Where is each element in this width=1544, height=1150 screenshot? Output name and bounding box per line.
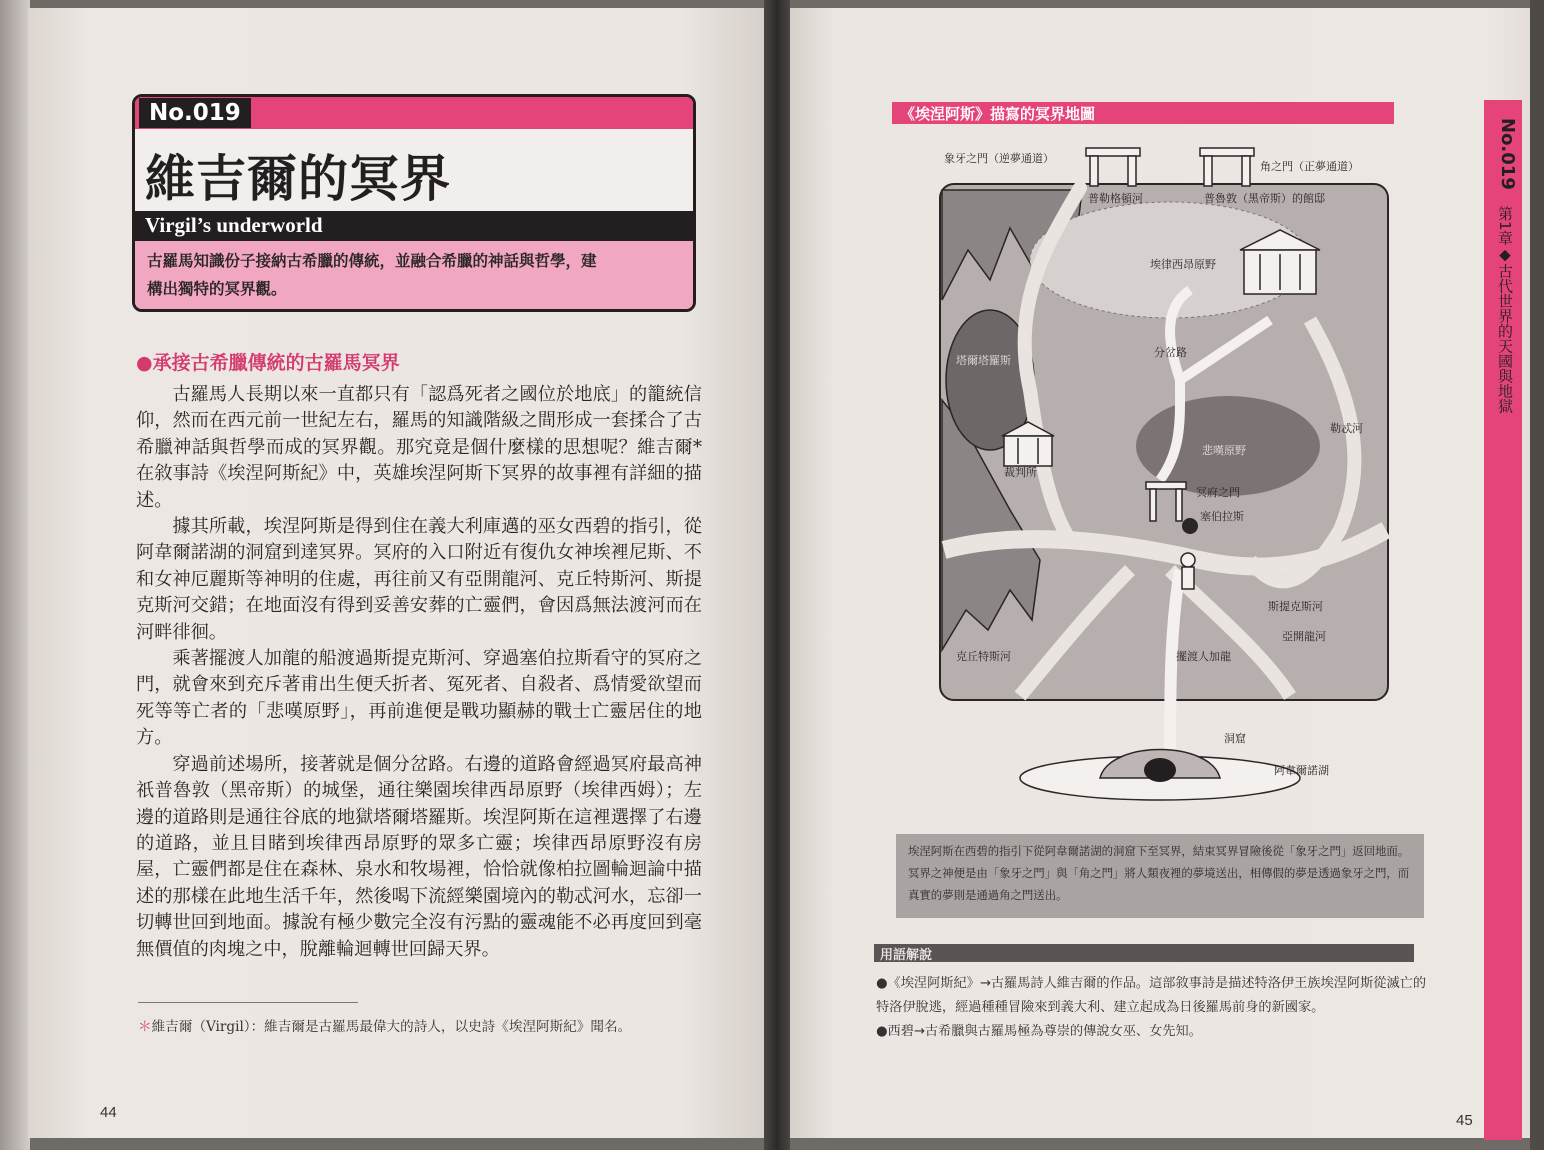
section-heading: ●承接古希臘傳統的古羅馬冥界: [136, 352, 400, 374]
page-number-right: 45: [1456, 1112, 1473, 1129]
body-paragraph: 乘著擺渡人加龍的船渡過斯提克斯河、穿過塞伯拉斯看守的冥府之門，就會來到充斥著甫出生便夭折者、冤死者、自殺者、爲情愛欲望而死等等亡者的「悲嘆原野」，再前進便是戰功顯赫的戰士亡靈居住的地方。: [136, 648, 702, 749]
lead-line: 古羅馬知識份子接納古希臘的傳統，並融合希臘的神話與哲學，建: [147, 252, 597, 270]
footnote-star: ＊: [138, 1019, 152, 1035]
map-label-phlegethon: 普勒格頓河: [1088, 192, 1143, 205]
footnote-divider: [138, 1002, 358, 1003]
map-label-horn-gate: 角之門（正夢通道）: [1260, 160, 1359, 173]
map-label-cave: 洞窟: [1224, 732, 1246, 745]
map-label-tartarus: 塔爾塔羅斯: [956, 354, 1011, 367]
map-label-lethe: 勒忒河: [1330, 422, 1363, 435]
article-lead: [135, 241, 693, 312]
page-number-left: 44: [100, 1104, 117, 1121]
body-paragraph: 據其所載，埃涅阿斯是得到住在義大利庫邁的巫女西碧的指引，從阿韋爾諾湖的洞窟到達冥界。冥府的入口附近有復仇女神埃裡尼斯、不和女神厄麗斯等神明的住處，再往前又有亞開龍河、克丘特斯河、斯提克斯河交錯；在地面沒有得到妥善安葬的亡靈們，會因爲無法渡河而在河畔徘徊。: [136, 516, 702, 643]
terms-title: 用語解說: [880, 948, 933, 963]
ivory-gate-icon: [1086, 148, 1140, 186]
map-label-acheron: 亞開龍河: [1282, 630, 1326, 643]
article-title: 維吉爾的冥界: [145, 150, 451, 208]
tab-chapter-title: 第1章◆古代世界的天國與地獄: [1496, 206, 1514, 414]
map-caption: 埃涅阿斯在西碧的指引下從阿韋爾諾湖的洞窟下至冥界，結束冥界冒險後從「象牙之門」返回地面。冥界之神便是由「象牙之門」與「角之門」將人類夜裡的夢境送出，相傳假的夢是透過象牙之門，而真實的夢則是通過角之門送出。: [896, 834, 1424, 918]
book-edge-right: [1530, 0, 1544, 1150]
map-label-cocytus: 克丘特斯河: [956, 650, 1011, 663]
article-body: [136, 382, 702, 963]
map-label-cerberus: 塞伯拉斯: [1200, 510, 1244, 523]
footnote: [138, 1014, 698, 1040]
map-label-ivory-gate: 象牙之門（逆夢通道）: [944, 152, 1054, 165]
cave-icon: [1144, 758, 1176, 782]
map-label-judge: 裁判所: [1004, 466, 1037, 479]
book-edge-left: [0, 0, 30, 1150]
header-top-bar: [135, 97, 693, 129]
term-item: ●西碧→古希臘與古羅馬極為尊崇的傳說女巫、女先知。: [876, 1024, 1202, 1039]
horn-gate-icon: [1200, 148, 1254, 186]
map-label-mourning-fields: 悲嘆原野: [1202, 444, 1246, 457]
underworld-map: [870, 130, 1430, 820]
aeneas-figure-icon: [1181, 553, 1195, 589]
term-item: ●《埃涅阿斯紀》→古羅馬詩人維吉爾的作品。這部敘事詩是描述特洛伊王族埃涅阿斯從滅亡的特洛伊脫逃，經過種種冒險來到義大利、建立起成為日後羅馬前身的新國家。: [876, 976, 1427, 1015]
body-paragraph: 古羅馬人長期以來一直都只有「認爲死者之國位於地底」的籠統信仰，然而在西元前一世紀左右，羅馬的知識階級之間形成一套揉合了古希臘神話與哲學而成的冥界觀。那究竟是個什麼樣的思想呢？維吉爾*在敘事詩《埃涅阿斯紀》中，英雄埃涅阿斯下冥界的故事裡有詳細的描述。: [136, 384, 702, 511]
number-badge: No.019: [139, 98, 251, 128]
map-label-hades-gate: 冥府之門: [1196, 486, 1240, 499]
body-paragraph: 穿過前述場所，接著就是個分岔路。右邊的道路會經過冥府最高神祇普魯敦（黑帝斯）的城堡，通往樂園埃律西昂原野（埃律西姆）；左邊的道路則是通往谷底的地獄塔爾塔羅斯。埃涅阿斯在這裡選擇了右邊的道路，並且目睹到埃律西昂原野的眾多亡靈；埃律西昂原野沒有房屋，亡靈們都是住在森林、泉水和牧場裡，恰恰就像柏拉圖輪迴論中描述的那樣在此地生活千年，然後喝下流經樂園境內的勒忒河水，忘卻一切轉世回到地面。據說有極少數完全沒有污點的靈魂能不必再度回到毫無價值的肉塊之中，脫離輪迴轉世回歸天界。: [136, 753, 702, 960]
map-label-fork: 分岔路: [1154, 346, 1187, 359]
article-subtitle-en: Virgil’s underworld: [135, 211, 693, 241]
footnote-text: 維吉爾（Virgil）：維吉爾是古羅馬最偉大的詩人，以史詩《埃涅阿斯紀》聞名。: [151, 1019, 632, 1035]
map-label-charon: 擺渡人加龍: [1176, 650, 1231, 663]
book-gutter: [764, 0, 790, 1150]
map-label-elysium: 埃律西昂原野: [1150, 258, 1216, 271]
terms-list: [876, 972, 1436, 1044]
map-label-styx: 斯提克斯河: [1268, 600, 1323, 613]
terms-bar: [874, 944, 1414, 962]
map-title: 《埃涅阿斯》描寫的冥界地圖: [892, 102, 1394, 124]
map-label-pluto-palace: 普魯敦（黑帝斯）的館邸: [1204, 192, 1325, 205]
lead-line: 構出獨特的冥界觀。: [147, 280, 287, 298]
cerberus-icon: [1182, 518, 1198, 534]
article-header: [132, 94, 696, 312]
map-label-avernus: 阿韋爾諾湖: [1274, 764, 1329, 777]
tab-number: No.019: [1497, 118, 1518, 190]
